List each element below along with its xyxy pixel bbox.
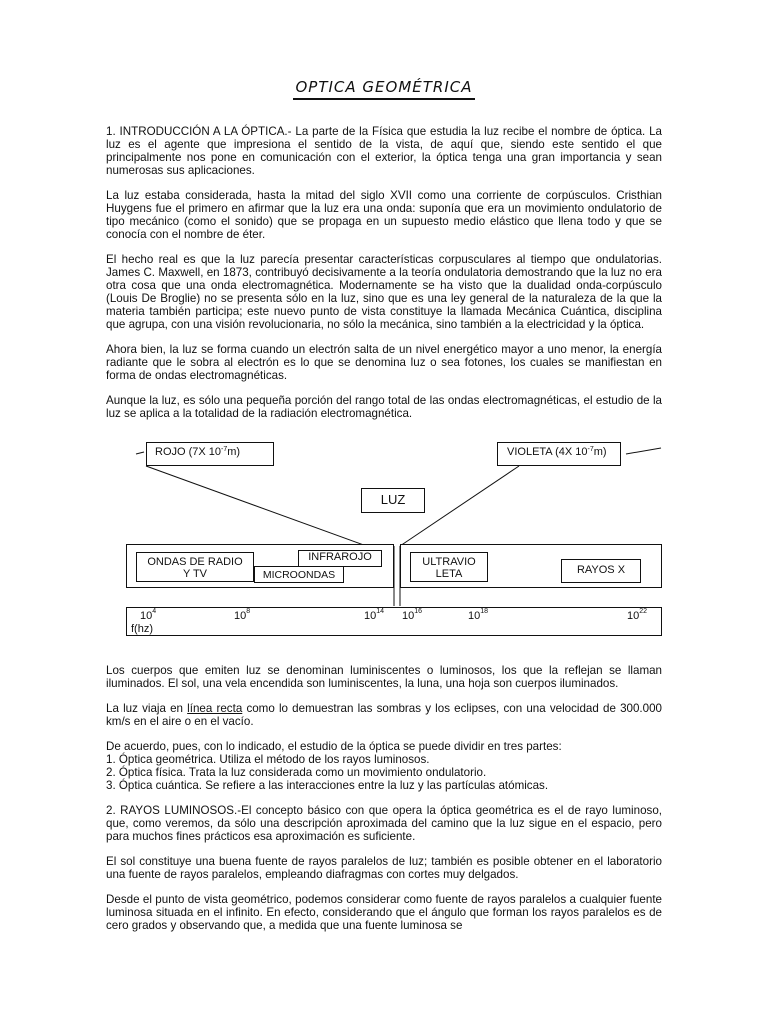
ondas-radio-line1: ONDAS DE RADIO [147, 556, 243, 568]
ultravioleta-box [410, 552, 488, 582]
frequency-axis-box [126, 607, 662, 636]
electromagnetic-spectrum-diagram [106, 426, 662, 646]
violeta-box [497, 442, 621, 466]
intro-section [106, 125, 662, 420]
rojo-unit: m) [227, 446, 241, 458]
title-container [0, 78, 768, 100]
luz-box [361, 488, 425, 513]
ondas-radio-line2: Y TV [182, 568, 208, 580]
paragraph-introduccion: 1. INTRODUCCIÓN A LA ÓPTICA.- La parte de la Física que estudia la luz recibe el nombre de óptica. La luz es el agente que impresiona el sentido de la vista, de aquí que, siendo este sentido el que principalmente nos pone en comunicación con el exterior, la óptica tenga una gran importancia y sean numerosas sus aplicaciones. [106, 125, 662, 177]
paragraph-luminosos: Los cuerpos que emiten luz se denominan luminiscentes o luminosos, los que la reflejan se llaman iluminados. El sol, una vela encendida son luminiscentes, la luna, una hoja son cuerpos iluminados. [106, 664, 662, 690]
luz-label: LUZ [380, 492, 406, 507]
rojo-cone-line [146, 466, 394, 556]
paragraph-espectro: Aunque la luz, es sólo una pequeña porción del rango total de las ondas electromagnéticas, el estudio de la luz se aplica a la totalidad de la radiación electromagnética. [106, 394, 662, 420]
freq-label-6: $10^{22}$ [627, 608, 648, 622]
infrarojo-label: INFRAROJO [308, 551, 372, 563]
list-item: 2. Óptica física. Trata la luz considerada como un movimiento ondulatorio. [106, 766, 487, 779]
freq-unit-label: f(hz) [131, 623, 153, 635]
freq-label-2: $10^8$ [234, 608, 251, 622]
paragraph-electron: Ahora bien, la luz se forma cuando un electrón salta de un nivel energético mayor a uno menor, la energía radiante que le sobra al electrón es lo que se denomina luz o sea fotones, los cuales se manifiestan en forma de ondas electromagnéticas. [106, 343, 662, 382]
rayos-x-label: RAYOS X [576, 564, 626, 576]
violeta-label: VIOLETA (4X 10 [507, 446, 588, 458]
paragraph-linea-recta [106, 702, 662, 728]
partes-intro: De acuerdo, pues, con lo indicado, el estudio de la óptica se puede dividir en tres partes: [106, 740, 562, 753]
paragraph-punto-de-vista: Desde el punto de vista geométrico, podemos considerar como fuente de rayos paralelos a cualquier fuente luminosa situada en el infinito. En efecto, considerando que el ángulo que forman los rayos paralelos es de cero grados y observando que, a medida que una fuente luminosa se [106, 893, 662, 932]
linea-recta-text-a: La luz viaja en [106, 702, 188, 715]
freq-label-3: $10^{14}$ [364, 608, 385, 622]
paragraph-sol: El sol constituye una buena fuente de rayos paralelos de luz; también es posible obtener en el laboratorio una fuente de rayos paralelos, empleando diafragmas con cortes muy delgados. [106, 855, 662, 881]
paragraph-partes [106, 740, 662, 792]
rojo-box [146, 442, 274, 466]
ultravioleta-line1: ULTRAVIO [422, 556, 476, 568]
freq-label-4: $10^{16}$ [402, 608, 423, 622]
list-item: 1. Óptica geométrica. Utiliza el método de los rayos luminosos. [106, 753, 430, 766]
infrarojo-box [298, 550, 382, 567]
ultravioleta-line2: LETA [435, 568, 463, 580]
violeta-exponent: -7 [587, 446, 594, 453]
microondas-box [254, 566, 344, 583]
ondas-radio-box [136, 552, 254, 582]
page-title: OPTICA GEOMÉTRICA [293, 78, 474, 100]
paragraph-maxwell: El hecho real es que la luz parecía presentar características corpusculares al tiempo que ondulatorias. James C. Maxwell, en 1873, contribuyó decisivamente a la teoría ondulatoria demostrando que la luz no era otra cosa que una onda electromagnética. Modernamente se ha visto que la dualidad onda-corpúsculo (Louis De Broglie) no se presenta sólo en la luz, sino que es una ley general de la naturaleza de la que la materia también participa; este nuevo punto de vista constituye la llamada Mecánica Cuántica, disciplina que agrupa, con una visión revolucionaria, no sólo la mecánica, sino también a la electricidad y la óptica. [106, 253, 662, 331]
rojo-pointer-line [136, 452, 144, 454]
rojo-exponent: -7 [221, 446, 228, 453]
linea-recta-text-b: como lo demuestran las sombras y los eclipses, con una velocidad de 300.000 km/s en el aire o en el vacío. [106, 702, 662, 728]
list-item: 3. Óptica cuántica. Se refiere a las interacciones entre la luz y las partículas atómicas. [106, 779, 549, 792]
violeta-pointer-line [626, 448, 661, 454]
violeta-unit: m) [593, 446, 607, 458]
rojo-label: ROJO (7X 10 [155, 446, 222, 458]
freq-label-1: $10^4$ [140, 608, 157, 622]
linea-recta-link[interactable]: línea recta [187, 702, 243, 715]
microondas-label: MICROONDAS [262, 569, 336, 581]
body-section [106, 664, 662, 944]
paragraph-rayos-luminosos: 2. RAYOS LUMINOSOS.-El concepto básico con que opera la óptica geométrica es el de rayo luminoso, que, como veremos, da sólo una descripción aproximada del camino que la luz sigue en el espacio, pero para muchos fines prácticos esa aproximación es suficiente. [106, 804, 662, 843]
rayos-x-box [561, 559, 641, 583]
freq-label-5: $10^{18}$ [468, 608, 489, 622]
paragraph-huygens: La luz estaba considerada, hasta la mitad del siglo XVII como una corriente de corpúsculos. Cristhian Huygens fue el primero en afirmar que la luz era una onda: suponía que era un movimiento ondulatorio de tipo mecánico (como el sonido) que se propaga en un supuesto medio elástico que llena todo y que se conocía con el nombre de éter. [106, 189, 662, 241]
